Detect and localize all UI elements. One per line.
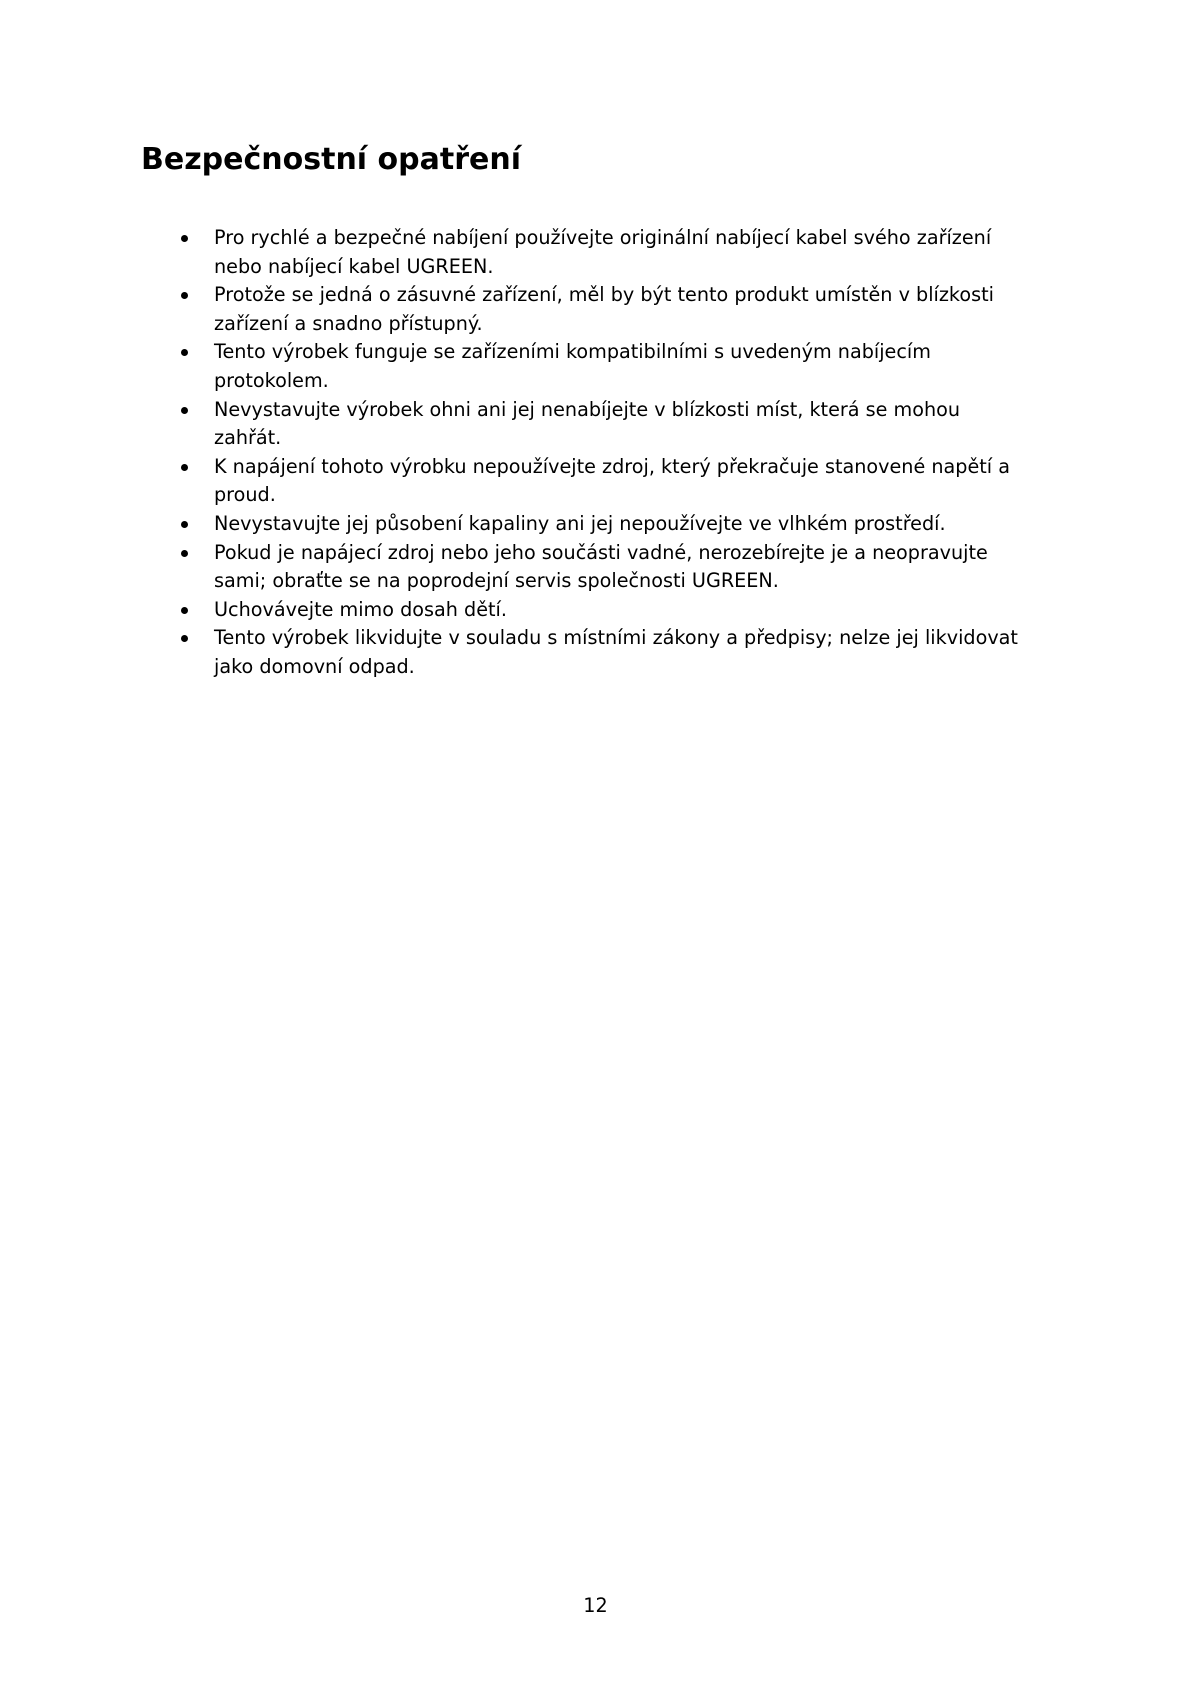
list-item-line: Nevystavujte výrobek ohni ani jej nenabíjejte v blízkosti míst, která se mohou [214, 397, 961, 421]
list-item-line: Nevystavujte jej působení kapaliny ani jej nepoužívejte ve vlhkém prostředí. [214, 511, 946, 535]
list-item [178, 624, 1058, 681]
bullet-icon [181, 407, 188, 414]
list-item-line: zahřát. [214, 426, 282, 450]
list-item-line: proud. [214, 483, 276, 507]
list-item [178, 338, 1058, 395]
list-item-line: Protože se jedná o zásuvné zařízení, měl by být tento produkt umístěn v blízkosti [214, 283, 994, 307]
bullet-icon [181, 607, 188, 614]
list-item [178, 453, 1058, 510]
page-number: 12 [583, 1594, 608, 1617]
safety-list [178, 224, 1058, 682]
bullet-icon [181, 521, 188, 528]
list-item-line: Pro rychlé a bezpečné nabíjení používejte originální nabíjecí kabel svého zařízení [214, 226, 992, 249]
bullet-icon [181, 464, 188, 471]
list-item-line: zařízení a snadno přístupný. [214, 311, 483, 335]
list-item [178, 539, 1058, 596]
list-item-line: Pokud je napájecí zdroj nebo jeho součásti vadné, nerozebírejte je a neopravujte [214, 540, 988, 564]
list-item-line: sami; obraťte se na poprodejní servis společnosti UGREEN. [214, 569, 779, 593]
list-item [178, 510, 1058, 539]
list-item-line: nebo nabíjecí kabel UGREEN. [214, 254, 494, 278]
bullet-icon [181, 635, 188, 642]
bullet-icon [181, 235, 188, 242]
list-item-line: Tento výrobek likvidujte v souladu s místními zákony a předpisy; nelze jej likvidovat [214, 626, 1018, 650]
bullet-icon [181, 349, 188, 356]
list-item-line: jako domovní odpad. [214, 654, 415, 678]
list-item [178, 281, 1058, 338]
list-item [178, 224, 1058, 281]
list-item-line: Tento výrobek funguje se zařízeními kompatibilními s uvedeným nabíjecím [214, 340, 931, 364]
list-item [178, 596, 1058, 625]
bullet-icon [181, 550, 188, 557]
page-title: Bezpečnostní opatření [141, 142, 521, 177]
bullet-icon [181, 292, 188, 299]
list-item-line: protokolem. [214, 368, 329, 392]
list-item-line: K napájení tohoto výrobku nepoužívejte zdroj, který překračuje stanovené napětí a [214, 454, 1010, 478]
list-item-line: Uchovávejte mimo dosah dětí. [214, 597, 507, 621]
list-item [178, 396, 1058, 453]
